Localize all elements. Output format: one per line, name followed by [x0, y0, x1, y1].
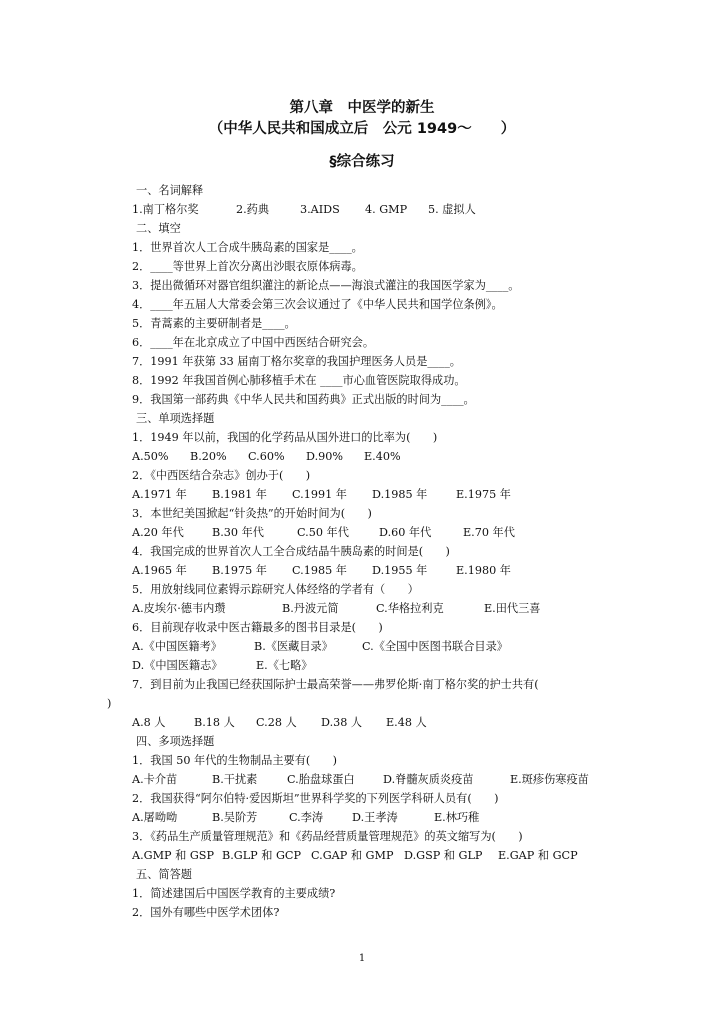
answer-option: D.GSP 和 GLP	[404, 849, 483, 862]
question-stem: 1．1949 年以前，我国的化学药品从国外进口的比率为( )	[132, 431, 438, 444]
answer-option: C.胎盘球蛋白	[287, 773, 355, 786]
answer-option: C.1985 年	[292, 564, 347, 577]
answer-option: B.GLP 和 GCP	[222, 849, 301, 862]
answer-option: A.屠呦呦	[132, 811, 178, 824]
answer-option: A.1965 年	[132, 564, 187, 577]
term-item: 3.AIDS	[300, 203, 340, 216]
question-stem: 1．我国 50 年代的生物制品主要有( )	[132, 754, 338, 767]
answer-option: C.60%	[248, 450, 285, 463]
section-heading: 五、简答题	[136, 868, 192, 881]
answer-option: B.30 年代	[212, 526, 264, 539]
fill-item: 7．1991 年获第 33 届南丁格尔奖章的我国护理医务人员是____。	[132, 355, 461, 368]
answer-option: D.脊髓灰质炎疫苗	[383, 773, 474, 786]
question-stem: 2．我国获得“阿尔伯特·爱因斯坦”世界科学奖的下列医学科研人员有( )	[132, 792, 499, 805]
answer-option: B.丹波元简	[282, 602, 339, 615]
answer-option: E.1975 年	[456, 488, 511, 501]
answer-option: E.40%	[364, 450, 401, 463]
fill-item: 2．____等世界上首次分离出沙眼衣原体病毒。	[132, 260, 363, 273]
answer-option: D.1955 年	[372, 564, 428, 577]
answer-option: C.1991 年	[292, 488, 347, 501]
answer-option: B.吴阶芳	[212, 811, 258, 824]
fill-item: 4．____年五届人大常委会第三次会议通过了《中华人民共和国学位条例》。	[132, 298, 503, 311]
answer-option: C.GAP 和 GMP	[311, 849, 394, 862]
page-number: 1	[358, 953, 366, 964]
term-item: 1.南丁格尔奖	[132, 203, 199, 216]
answer-option: D.60 年代	[379, 526, 432, 539]
chapter-subtitle: （中华人民共和国成立后 公元 1949～ ）	[208, 121, 516, 137]
answer-option: C.50 年代	[297, 526, 349, 539]
section-heading: 一、名词解释	[136, 184, 204, 197]
answer-option: D.王孝涛	[352, 811, 398, 824]
answer-option: D.38 人	[321, 716, 363, 729]
question-stem: 3．本世纪美国掀起“针灸热”的开始时间为( )	[132, 507, 372, 520]
answer-option: C.李涛	[289, 811, 324, 824]
answer-option: B.20%	[190, 450, 227, 463]
answer-option: A.GMP 和 GSP	[132, 849, 214, 862]
answer-option: E.70 年代	[463, 526, 515, 539]
fill-item: 5．青蒿素的主要研制者是____。	[132, 317, 296, 330]
answer-option: C.28 人	[256, 716, 297, 729]
answer-option: E.1980 年	[456, 564, 511, 577]
answer-option: E.GAP 和 GCP	[498, 849, 578, 862]
section-heading: 三、单项选择题	[136, 412, 215, 425]
fill-item: 1．世界首次人工合成牛胰岛素的国家是____。	[132, 241, 363, 254]
question-stem: 5．用放射线同位素锝示踪研究人体经络的学者有（ ）	[132, 583, 419, 596]
answer-option: A.《中国医籍考》	[132, 640, 222, 653]
section-heading: 四、多项选择题	[136, 735, 215, 748]
section-heading: 二、填空	[136, 222, 181, 235]
answer-option: B.干扰素	[212, 773, 258, 786]
term-item: 5. 虚拟人	[428, 203, 476, 216]
fill-item: 9．我国第一部药典《中华人民共和国药典》正式出版的时间为____。	[132, 393, 475, 406]
answer-option: E.48 人	[386, 716, 427, 729]
answer-option: B.1981 年	[212, 488, 267, 501]
answer-option: C.华格拉利克	[376, 602, 444, 615]
answer-option: A.50%	[132, 450, 169, 463]
answer-option: D.《中国医籍志》	[132, 659, 223, 672]
fill-item: 6．____年在北京成立了中国中西医结合研究会。	[132, 336, 375, 349]
term-item: 2.药典	[236, 203, 270, 216]
short-answer-item: 2．国外有哪些中医学术团体?	[132, 906, 280, 919]
answer-option: A.皮埃尔·德韦内瓒	[132, 602, 226, 615]
short-answer-item: 1．简述建国后中国医学教育的主要成绩?	[132, 887, 336, 900]
section-title: §综合练习	[329, 154, 395, 170]
answer-option: E.田代三喜	[484, 602, 541, 615]
question-stem: 4．我国完成的世界首次人工全合成结晶牛胰岛素的时间是( )	[132, 545, 450, 558]
answer-option: E.《七略》	[256, 659, 313, 672]
term-item: 4. GMP	[365, 203, 408, 216]
answer-option: E.林巧稚	[434, 811, 480, 824]
answer-option: A.8 人	[132, 716, 166, 729]
answer-option: C.《全国中医图书联合目录》	[362, 640, 508, 653]
question-stem: 6．目前现存收录中医古籍最多的图书目录是( )	[132, 621, 383, 634]
question-stem-wrap: )	[107, 697, 112, 710]
fill-item: 8．1992 年我国首例心肺移植手术在 ____市心血管医院取得成功。	[132, 374, 466, 387]
answer-option: D.90%	[306, 450, 343, 463]
question-stem: 7．到目前为止我国已经获国际护士最高荣誉——弗罗伦斯·南丁格尔奖的护士共有(	[132, 678, 539, 691]
answer-option: A.1971 年	[132, 488, 187, 501]
answer-option: A.卡介苗	[132, 773, 178, 786]
chapter-title: 第八章 中医学的新生	[289, 100, 435, 116]
answer-option: A.20 年代	[132, 526, 184, 539]
answer-option: E.斑疹伤寒疫苗	[510, 773, 589, 786]
question-stem: 3．《药品生产质量管理规范》和《药品经营质量管理规范》的英文缩写为( )	[132, 830, 523, 843]
fill-item: 3．提出微循环对器官组织灌注的新论点——海浪式灌注的我国医学家为____。	[132, 279, 520, 292]
answer-option: B.《医藏目录》	[254, 640, 333, 653]
answer-option: B.18 人	[194, 716, 235, 729]
question-stem: 2．《中西医结合杂志》创办于( )	[132, 469, 311, 482]
answer-option: B.1975 年	[212, 564, 267, 577]
answer-option: D.1985 年	[372, 488, 428, 501]
